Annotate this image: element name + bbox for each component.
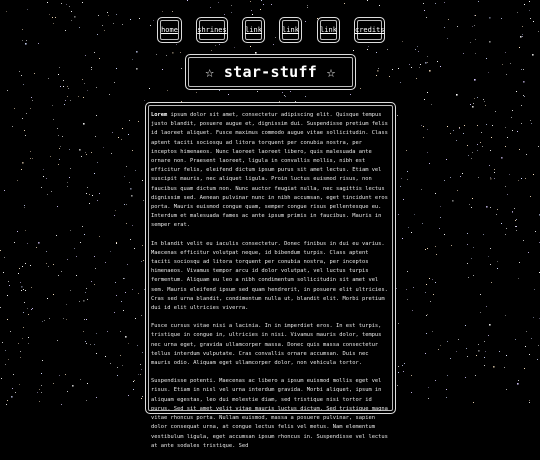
- content-text: [151, 111, 390, 460]
- main-content-box[interactable]: [145, 102, 396, 449]
- site-title-box: [185, 54, 356, 90]
- nav-link-2[interactable]: link: [279, 17, 302, 43]
- nav-link-3[interactable]: link: [317, 17, 340, 43]
- paragraph-4: Suspendisse potenti. Maecenas ac libero a ipsum euismod mollis eget vel risus. Etiam in nisl vel urna interdum gravida. Morbi aliquet, ipsum in aliquam egestas, leo dui molestie diam, sed tristique nisi tortor id purus. Sed sit amet velit vitae mauris luctus dictum. Sed tristique magna vitae rhoncus porta. Nullam euismod, massa a posuere pulvinar, sapien dolor consequat urna, at congue lectus felis vel metus. Nam elementum vestibulum ligula, eget accumsan ipsum rhoncus in. Suspendisse vel lectus at ante sodales tristique. Sed: [151, 378, 388, 449]
- nav-home-link[interactable]: home: [157, 17, 182, 43]
- paragraph-3: Fusce cursus vitae nisi a lacinia. In in imperdiet eros. In est turpis, tristique in congue in, ultricies in nisi. Vivamus mauris dolor, tempus nec urna eget, gravida ullamcorper massa. Donec quis massa consectetur tellus interdum vulputate. Cras convallis ornare accumsan. Duis nec mauris odio. Aliquam eget ullamcorper dolor, non vehicula tortor.: [151, 323, 382, 367]
- nav-credits-link[interactable]: credits: [354, 17, 385, 43]
- paragraph-1-lead: Lorem: [151, 112, 168, 118]
- nav-link-1[interactable]: link: [242, 17, 265, 43]
- paragraph-1: [151, 111, 390, 231]
- paragraph-1-text: ipsum dolor sit amet, consectetur adipiscing elit. Quisque tempus justo blandit, posuere augue et, dignissim dui. Suspendisse pretium felis id laoreet aliquet. Fusce maximus commodo augue vitae sollicitudin. Class aptent taciti sociosqu ad litora torquent per conubia nostra, per inceptos himenaeos. Nunc laoreet laoreet libero, quis malesuada ante ornare non. Praesent laoreet, ligula in convallis mollis, nibh est efficitur felis, eleifend dictum ipsum purus sit amet lectus. Etiam vel suscipit mauris, nec aliquet ligula. Proin luctus euismod risus, non faucibus quam dictum non. Nunc auctor feugiat nulla, nec sagittis lectus dignissim sed. Aenean pulvinar nunc in nibh accumsan, eget tincidunt eros porta. Mauris euismod congue quam, semper congue risus pellentesque eu. Interdum et malesuada fames ac ante ipsum primis in faucibus. Mauris in semper erat.: [151, 112, 388, 229]
- top-nav: [0, 17, 540, 43]
- site-title: ☆ star-stuff ☆: [205, 63, 336, 81]
- paragraph-2: In blandit velit eu iaculis consectetur. Donec finibus in dui eu varius. Maecenas efficitur volutpat neque, id bibendum turpis. Class aptent taciti sociosqu ad litora torquent per conubia nostra, per inceptos himenaeos. Vivamus tempor arcu id dolor volutpat, vel luctus turpis fermentum. Aliquam eu leo a nibh condimentum sollicitudin sit amet vel sem. Mauris eleifend ipsum sed quam hendrerit, in posuere elit ultricies. Cras sed urna blandit, condimentum nulla ut, blandit elit. Morbi pretium dui id elit ultricies viverra.: [151, 240, 388, 312]
- nav-shrines-link[interactable]: shrines: [196, 17, 228, 43]
